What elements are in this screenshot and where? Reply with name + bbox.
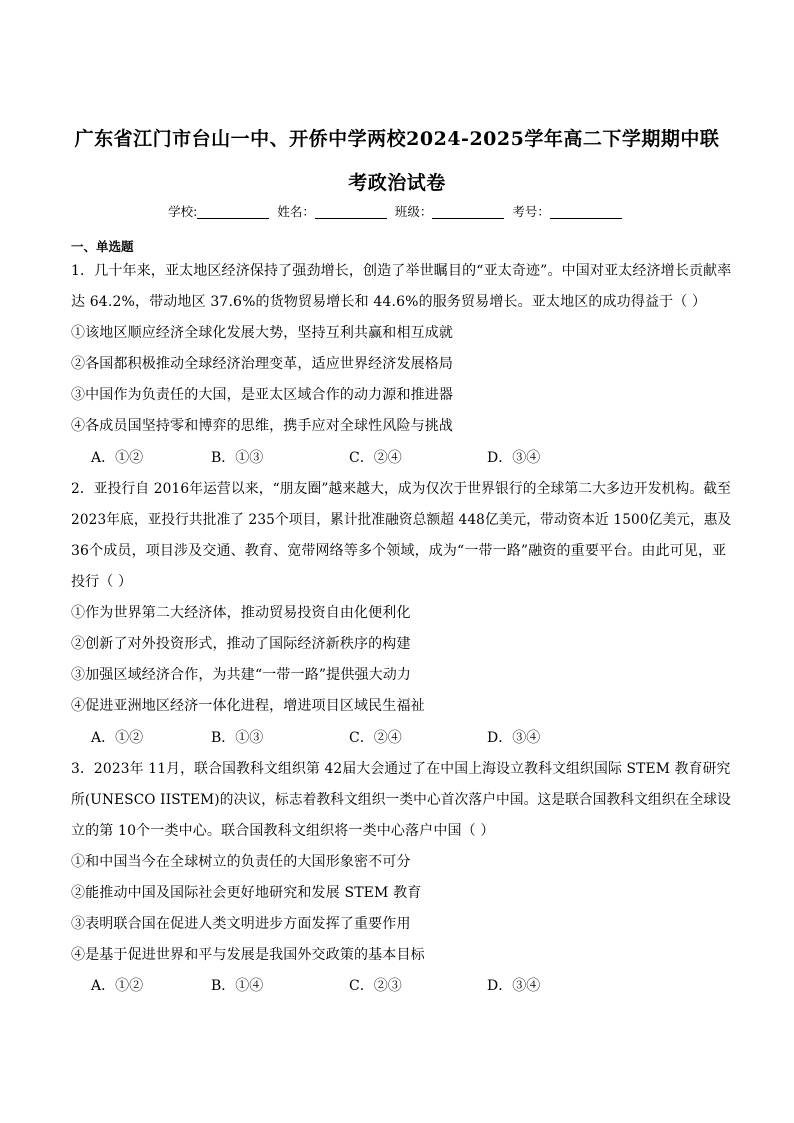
- q1-item-4: ④各成员国坚持零和博弈的思维，携手应对全球性风险与挑战: [71, 418, 454, 434]
- q3-stem-line: 所(UNESCO IISTEM)的决议，标志着教科文组织一类中心首次落户中国。这是联合国教科文组织在全球设: [71, 792, 731, 808]
- q3-stem-line: 立的第 10个一类中心。联合国教科文组织将一类中心落户中国（ ）: [71, 823, 495, 839]
- school-label: 学校:: [168, 204, 198, 219]
- q1-item-3: ③中国作为负责任的大国，是亚太区域合作的动力源和推进器: [71, 387, 454, 403]
- q2-item-4: ④促进亚洲地区经济一体化进程，增进项目区域民生福祉: [71, 698, 425, 714]
- q3-item-1: ①和中国当今在全球树立的负责任的大国形象密不可分: [71, 854, 411, 870]
- number-label: 考号：: [512, 204, 550, 219]
- class-label: 班级：: [394, 204, 433, 219]
- class-blank[interactable]: [432, 205, 504, 219]
- q3-option-a[interactable]: A．①②: [91, 978, 144, 994]
- number-blank[interactable]: [550, 205, 622, 219]
- student-info-row: [0, 202, 794, 220]
- q1-stem-line: 1．几十年来，亚太地区经济保持了强劲增长，创造了举世瞩目的“亚太奇迹”。中国对亚太经济增长贡献率: [71, 263, 732, 279]
- q3-option-b[interactable]: B．①④: [211, 978, 264, 994]
- q3-option-c[interactable]: C．②③: [349, 978, 402, 994]
- q1-option-a[interactable]: A．①②: [91, 450, 144, 466]
- q2-option-c[interactable]: C．②④: [349, 730, 402, 746]
- name-label: 姓名：: [277, 204, 315, 219]
- q2-item-3: ③加强区域经济合作，为共建“一带一路”提供强大动力: [71, 667, 412, 683]
- q2-stem-line: 投行（ ）: [71, 574, 133, 590]
- q2-stem-line: 36个成员，项目涉及交通、教育、宽带网络等多个领域，成为“一带一路”融资的重要平台。由此可见，亚: [71, 543, 727, 559]
- q1-item-2: ②各国都积极推动全球经济治理变革，适应世界经济发展格局: [71, 356, 454, 372]
- q3-stem-line: 3．2023年 11月，联合国教科文组织第 42届大会通过了在中国上海设立教科文组织国际 STEM 教育研究: [71, 761, 731, 777]
- q2-stem-line: 2023年底，亚投行共批准了 235个项目，累计批准融资总额超 448亿美元，带动资本近 1500亿美元，惠及: [71, 512, 732, 528]
- q1-item-1: ①该地区顺应经济全球化发展大势，坚持互利共赢和相互成就: [71, 325, 454, 341]
- q1-option-b[interactable]: B．①③: [211, 450, 264, 466]
- q1-stem-line: 达 64.2%，带动地区 37.6%的货物贸易增长和 44.6%的服务贸易增长。亚太地区的成功得益于（ ）: [71, 294, 707, 310]
- exam-title-line2: 考政治试卷: [348, 172, 446, 194]
- q1-option-c[interactable]: C．②④: [349, 450, 402, 466]
- q1-option-d[interactable]: D．③④: [487, 450, 541, 466]
- q2-item-2: ②创新了对外投资形式，推动了国际经济新秩序的构建: [71, 636, 411, 652]
- q3-item-2: ②能推动中国及国际社会更好地研究和发展 STEM 教育: [71, 885, 422, 901]
- name-blank[interactable]: [315, 205, 387, 219]
- q2-stem-line: 2．亚投行自 2016年运营以来，“朋友圈”越来越大，成为仅次于世界银行的全球第二大多边开发机构。截至: [71, 481, 731, 497]
- q3-item-3: ③表明联合国在促进人类文明进步方面发挥了重要作用: [71, 916, 411, 932]
- q3-option-d[interactable]: D．③④: [487, 978, 541, 994]
- section-heading: 一、单选题: [71, 239, 134, 254]
- q2-option-d[interactable]: D．③④: [487, 730, 541, 746]
- exam-title-line1: 广东省江门市台山一中、开侨中学两校2024-2025学年高二下学期期中联: [74, 128, 720, 150]
- school-blank[interactable]: [197, 205, 269, 219]
- q2-option-b[interactable]: B．①③: [211, 730, 264, 746]
- q2-item-1: ①作为世界第二大经济体，推动贸易投资自由化便利化: [71, 605, 411, 621]
- q2-option-a[interactable]: A．①②: [91, 730, 144, 746]
- q3-item-4: ④是基于促进世界和平与发展是我国外交政策的基本目标: [71, 947, 425, 963]
